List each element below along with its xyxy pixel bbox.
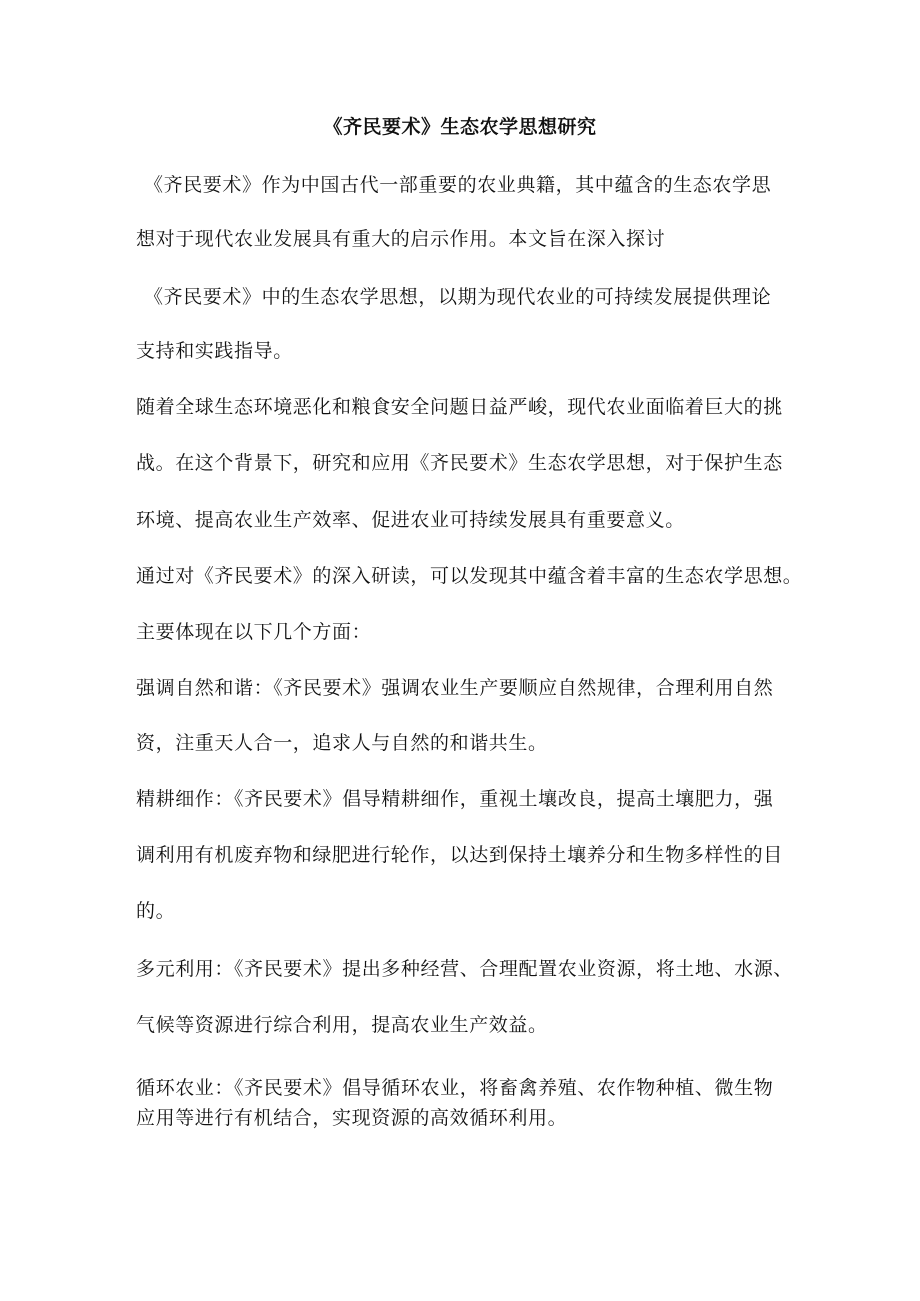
paragraph-line: 多元利用：《齐民要术》提出多种经营、合理配置农业资源，将土地、水源、 [136,958,793,980]
paragraph-line: 调利用有机废弃物和绿肥进行轮作，以达到保持土壤养分和生物多样性的目 [136,844,783,866]
paragraph-line: 资，注重天人合一，追求人与自然的和谐共生。 [136,732,548,754]
paragraph-line: 强调自然和谐：《齐民要术》强调农业生产要顺应自然规律，合理利用自然 [136,677,774,699]
paragraph-line: 战。在这个背景下，研究和应用《齐民要术》生态农学思想，对于保护生态 [136,452,783,474]
paragraph-line: 想对于现代农业发展具有重大的启示作用。本文旨在深入探讨 [136,228,666,250]
paragraph-line: 应用等进行有机结合，实现资源的高效循环利用。 [136,1107,568,1129]
paragraph-line: 环境、提高农业生产效率、促进农业可持续发展具有重要意义。 [136,509,685,531]
paragraph-line: 循环农业：《齐民要术》倡导循环农业，将畜禽养殖、农作物种植、微生物 [136,1077,774,1099]
paragraph-line: 支持和实践指导。 [136,340,293,362]
paragraph-line: 《齐民要术》中的生态农学思想，以期为现代农业的可持续发展提供理论 [144,286,772,308]
paragraph-line: 主要体现在以下几个方面： [136,621,372,643]
paragraph-line: 随着全球生态环境恶化和粮食安全问题日益严峻，现代农业面临着巨大的挑 [136,396,783,418]
document-title: 《齐民要术》生态农学思想研究 [323,116,597,138]
paragraph-line: 气候等资源进行综合利用，提高农业生产效益。 [136,1014,548,1036]
paragraph-line: 《齐民要术》作为中国古代一部重要的农业典籍，其中蕴含的生态农学思 [144,174,772,196]
paragraph-line: 通过对《齐民要术》的深入研读，可以发现其中蕴含着丰富的生态农学思想。 [136,565,803,587]
paragraph-line: 的。 [136,900,176,922]
paragraph-line: 精耕细作：《齐民要术》倡导精耕细作，重视土壤改良，提高土壤肥力，强 [136,788,774,810]
